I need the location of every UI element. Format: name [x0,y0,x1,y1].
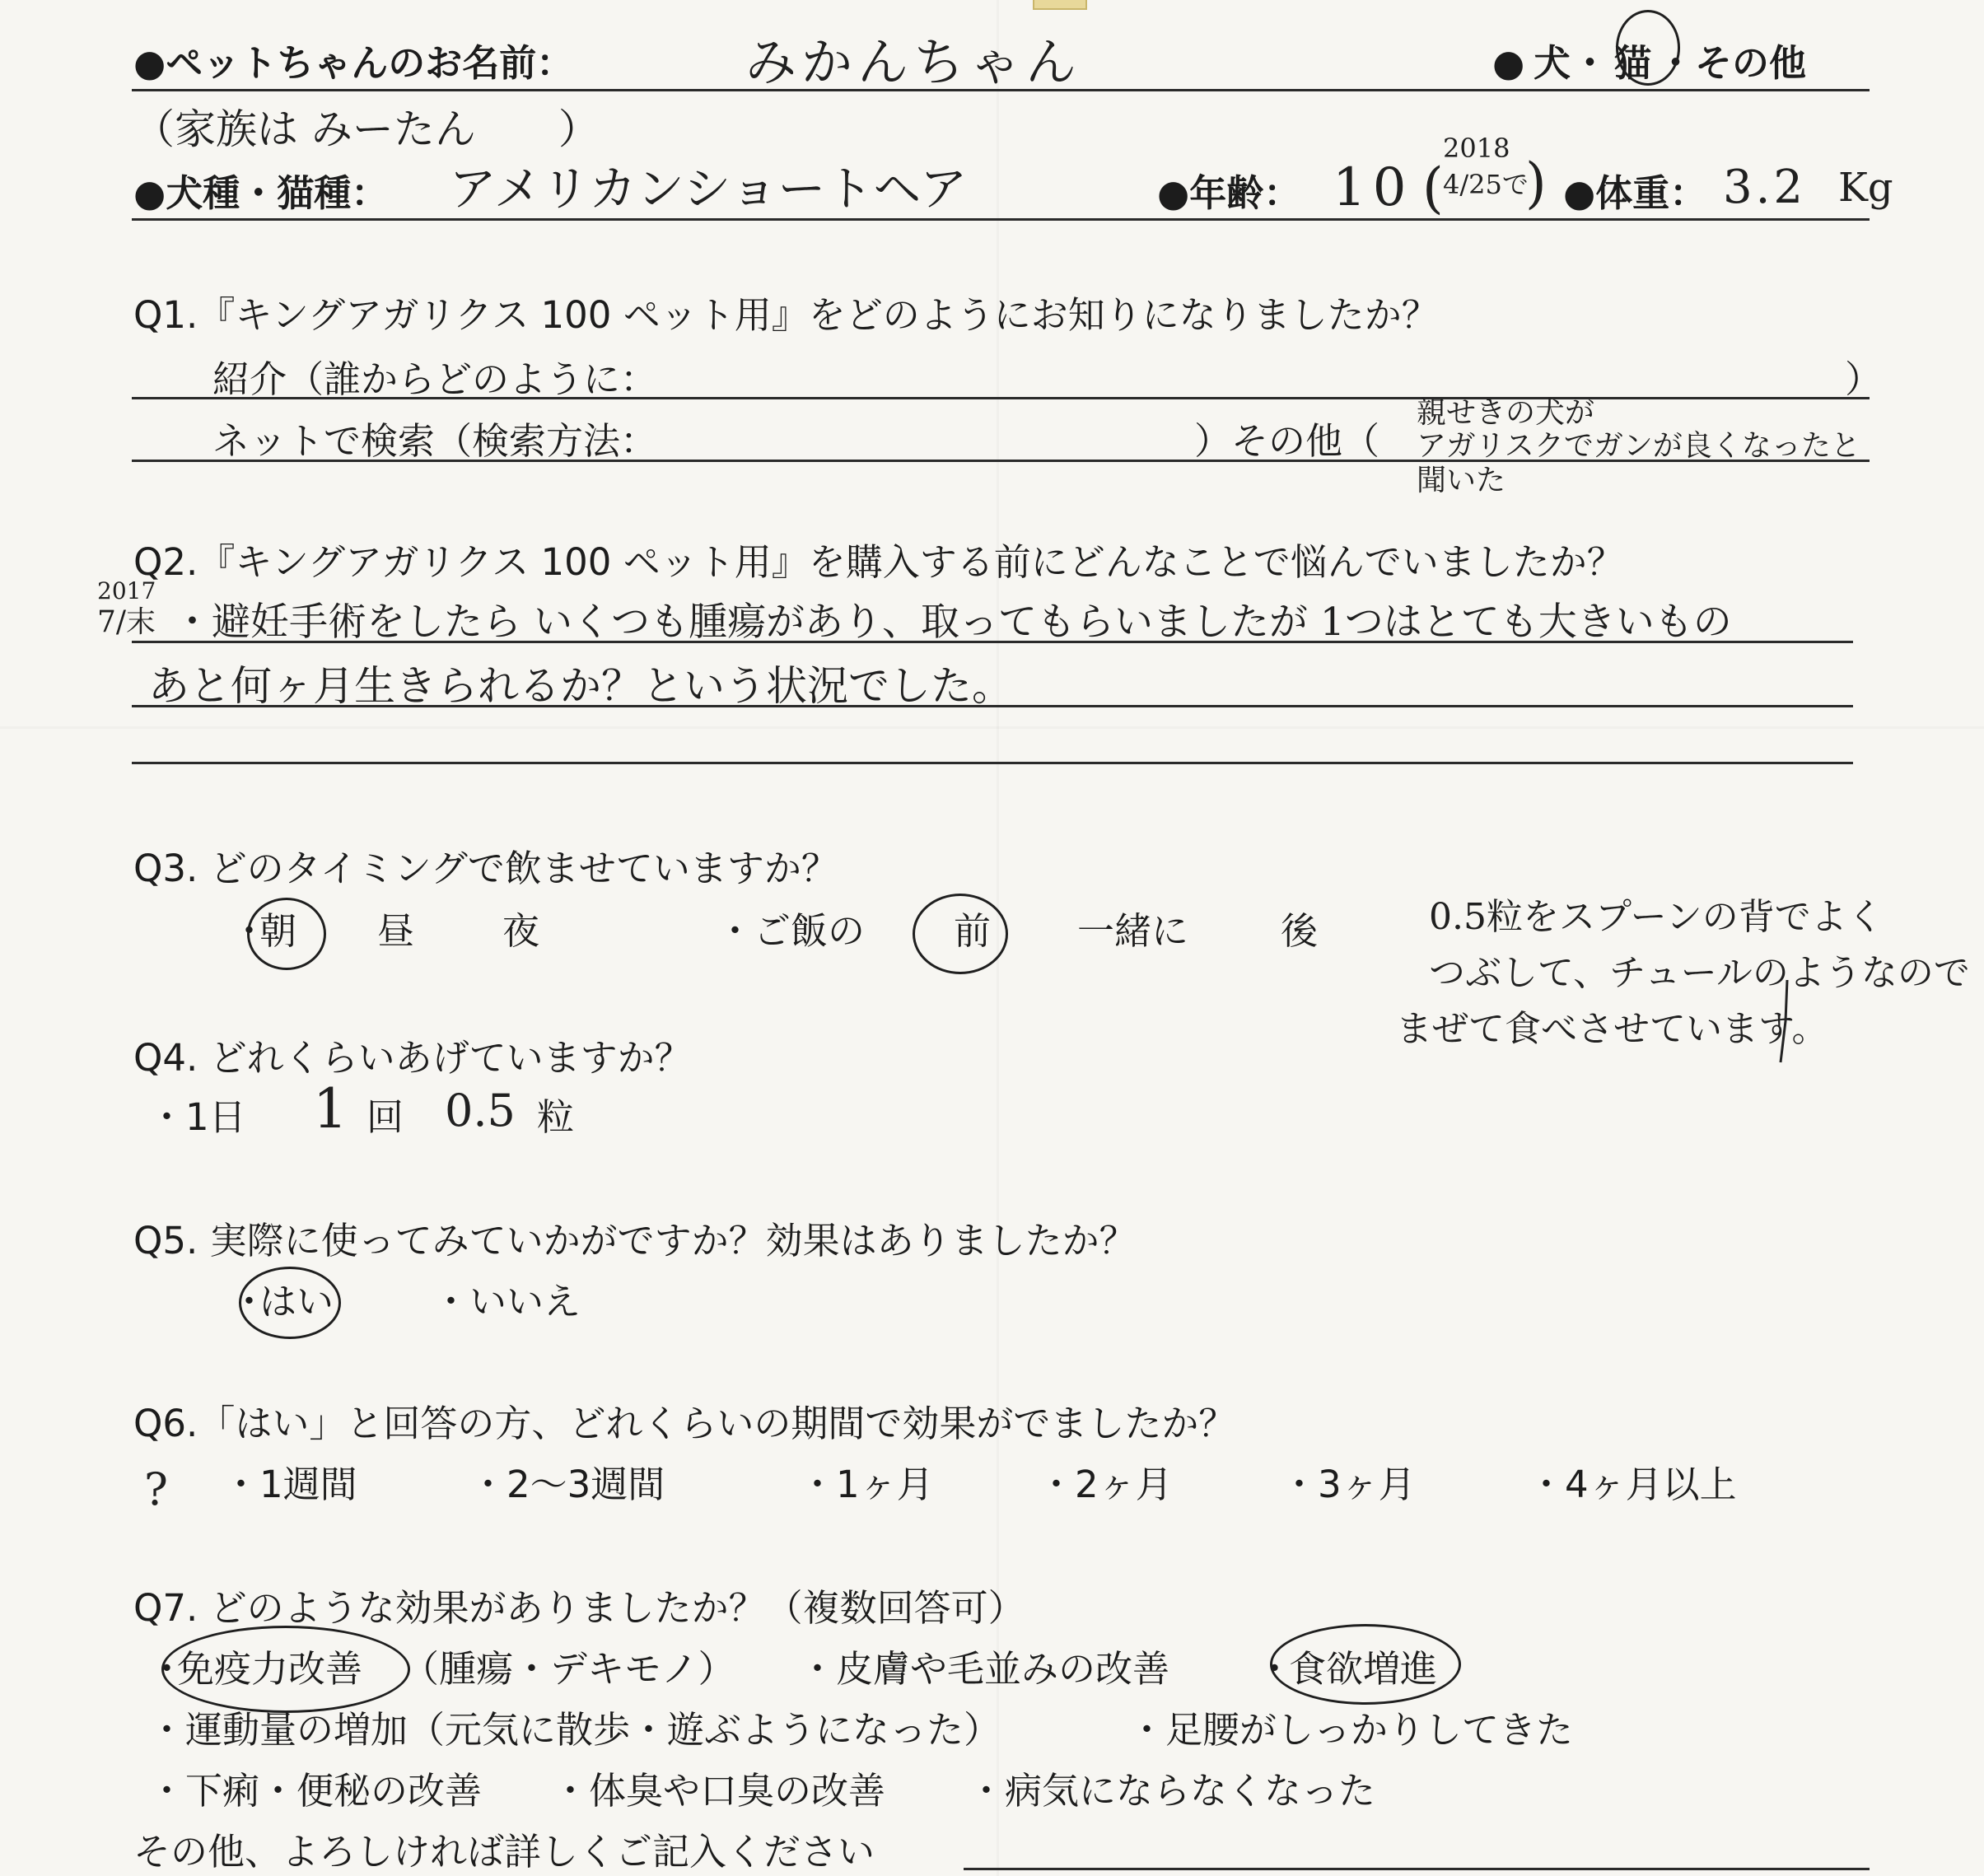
paper-fold-horizontal [0,726,1984,729]
q6-question: Q6.「はい」と回答の方、どれくらいの期間で効果がでましたか？ [133,1402,1236,1445]
q7-legs: ・足腰がしっかりしてきた [1128,1708,1574,1752]
q7-odor: ・体臭や口臭の改善 [552,1769,886,1813]
q7-question: Q7. どのような効果がありましたか？（複数回答可） [133,1586,1025,1630]
breed-value: アメリカンショートヘア [449,161,968,217]
q3-before-circle [913,894,1008,974]
q5-bullet: ・ [231,1280,268,1323]
age-date: 4/25で [1443,169,1529,200]
pet-name-label: ●ペットちゃんのお名前： [133,41,574,85]
q7-bullet-3: ・ [1256,1647,1294,1691]
q4-day-label: ・1日 [148,1095,246,1139]
q2-question: Q2.『キングアガリクス 100 ペット用』を購入する前にどんなことで悩んでいましたか？ [133,540,1624,584]
q3-with-meal: 一緒に [1077,909,1189,953]
species-bullet: ● [1492,41,1525,85]
pet-name-underline [132,89,1870,91]
q3-morning: 朝 [259,909,297,953]
age-paren-close: ) [1525,152,1547,215]
q5-yes: はい [259,1280,334,1323]
age-year: 2018 [1443,133,1510,164]
q4-grain-value: 0.5 [445,1085,516,1136]
q1-other-answer-line2: アガリスクでガンが良くなったと [1417,429,1860,463]
paper-tab-mark [1033,0,1087,10]
q5-question: Q5. 実際に使ってみていかがですか？効果はありましたか？ [133,1219,1137,1262]
q3-note-line2: つぶして、チュールのようなので [1429,952,1970,994]
q3-note-line3: まぜて食べさせています。 [1396,1008,1828,1050]
pet-name-value: みかんちゃん [745,32,1082,92]
q4-times-value: 1 [313,1077,348,1141]
q4-question: Q4. どれくらいあげていますか？ [133,1036,692,1080]
age-label: ●年齢： [1157,171,1301,215]
q2-answer-underline-1 [132,641,1853,643]
q5-yes-circle [239,1267,341,1339]
q6-option-1: ・1週間 [222,1463,357,1506]
species-cat-circle [1616,10,1680,86]
q6-option-2: ・2～3週間 [469,1463,665,1506]
q1-question: Q1.『キングアガリクス 100 ペット用』をどのようにお知りになりましたか？ [133,293,1439,337]
species-cat: 猫 [1614,41,1652,85]
q3-bullet: ・ [231,909,268,953]
breed-underline [132,218,1870,221]
q3-before: 前 [954,909,992,953]
q1-net-label: ネットで検索（検索方法： [212,419,658,463]
breed-label: ●犬種・猫種： [133,171,389,215]
q7-immunity-note: （腫瘍・デキモノ） [402,1647,735,1691]
species-sep-1: ・ [1571,41,1609,85]
q6-mark: ? [144,1463,168,1515]
q3-meal-label: ・ご飯の [717,909,866,953]
weight-unit: Kg [1838,165,1893,211]
q7-immunity: 免疫力改善 [177,1647,363,1691]
q1-referral-underline [132,397,1870,399]
species-dog: 犬 [1534,41,1571,85]
q7-other-prompt: その他、よろしければ詳しくご記入ください [133,1830,875,1874]
age-value: 10 [1333,157,1413,218]
q3-noon: 昼 [377,909,415,953]
q7-skin: ・皮膚や毛並みの改善 [799,1647,1170,1691]
q4-grain-label: 粒 [537,1095,575,1139]
q7-appetite-circle [1270,1624,1461,1705]
q7-exercise: ・運動量の増加（元気に散歩・遊ぶようになった） [148,1708,1001,1752]
pen-stroke-icon [1762,964,1828,1079]
q2-date-year: 2017 [97,577,156,604]
q1-other-answer-line1: 親せきの犬が [1417,396,1595,430]
q2-answer-underline-3 [132,762,1853,764]
q1-referral-label: 紹介（誰からどのように： [212,357,658,401]
q3-night: 夜 [502,909,540,953]
q7-immunity-circle [161,1626,410,1713]
q6-option-4: ・2ヶ月 [1038,1463,1173,1506]
species-sep-2: ・ [1657,41,1695,85]
q2-answer-line1: ・避妊手術をしたら いくつも腫瘍があり、取ってもらいましたが 1つはとても大きいもの [173,600,1732,645]
family-note: （家族は みーたん ） [133,105,600,153]
q2-answer-underline-2 [132,705,1853,707]
q6-option-5: ・3ヶ月 [1281,1463,1416,1506]
weight-value: 3.2 [1723,161,1807,214]
weight-label: ●体重： [1563,171,1707,215]
q6-option-3: ・1ヶ月 [799,1463,934,1506]
q7-illness: ・病気にならなくなった [968,1769,1376,1813]
q2-answer-line2: あと何ヶ月生きられるか？という状況でした。 [148,662,1013,710]
q3-morning-circle [247,898,326,970]
q1-other-label: ）その他（ [1194,419,1380,463]
q7-other-underline [964,1868,1870,1870]
age-paren-open: ( [1422,156,1444,220]
q6-option-6: ・4ヶ月以上 [1528,1463,1737,1506]
q5-no: ・いいえ [432,1280,581,1323]
q2-date-month: 7/末 [97,605,156,639]
q1-other-answer-line3: 聞いた [1417,464,1506,497]
q3-note-line1: 0.5粒をスプーンの背でよく [1429,896,1884,938]
q4-times-label: 回 [366,1095,404,1139]
q3-question: Q3. どのタイミングで飲ませていますか？ [133,847,838,890]
q7-appetite: 食欲増進 [1289,1647,1438,1691]
q7-digestion: ・下痢・便秘の改善 [148,1769,483,1813]
q7-bullet-1: ・ [148,1647,186,1691]
q1-referral-close: ） [1845,357,1883,401]
species-other: その他 [1695,41,1807,85]
q3-after: 後 [1281,909,1319,953]
q1-net-underline [132,460,1870,462]
